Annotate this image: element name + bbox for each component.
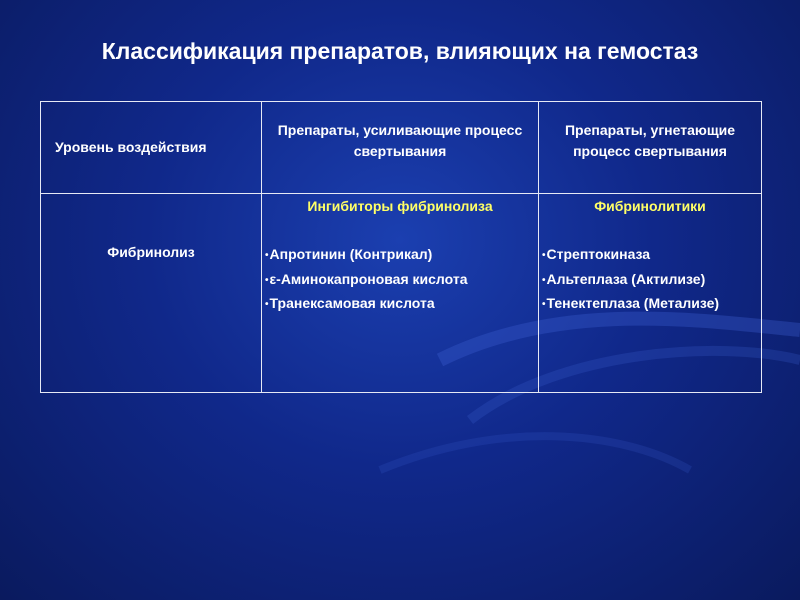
drug-list-inhibiting	[539, 243, 761, 317]
category-label-inhibiting: Фибринолитики	[594, 198, 706, 214]
drug-name: Транексамовая кислота	[269, 295, 435, 311]
bullet-icon: •	[265, 250, 269, 261]
list-item	[542, 292, 761, 317]
drug-name: ε-Аминокапроновая кислота	[269, 270, 468, 287]
list-item	[265, 243, 538, 268]
bullet-icon: •	[542, 250, 546, 261]
drug-name: Альтеплаза (Актилизе)	[546, 270, 706, 287]
table-row	[41, 194, 762, 393]
header-enhancing: Препараты, усиливающие процесс свертывания	[262, 102, 539, 194]
table-header-row	[41, 102, 762, 194]
enhancing-cell	[262, 194, 539, 393]
bullet-icon: •	[542, 299, 546, 310]
level-cell: Фибринолиз	[41, 194, 262, 393]
page-title: Классификация препаратов, влияющих на гемостаз	[101, 38, 699, 64]
list-item	[542, 243, 761, 268]
drug-name: Тенектеплаза (Метализе)	[546, 295, 720, 311]
bullet-icon: •	[265, 299, 269, 310]
header-level: Уровень воздействия	[41, 102, 262, 194]
header-inhibiting: Препараты, угнетающие процесс свертывания	[539, 102, 762, 194]
list-item	[265, 292, 538, 317]
classification-table	[40, 101, 762, 393]
drug-list-enhancing	[262, 243, 538, 317]
bullet-icon: •	[265, 274, 269, 286]
drug-name: Апротинин (Контрикал)	[269, 246, 433, 262]
inhibiting-cell	[539, 194, 762, 393]
drug-name: Стрептокиназа	[546, 246, 651, 262]
list-item	[542, 268, 761, 293]
category-label-enhancing: Ингибиторы фибринолиза	[307, 198, 493, 214]
bullet-icon: •	[542, 274, 546, 286]
list-item	[265, 268, 538, 293]
